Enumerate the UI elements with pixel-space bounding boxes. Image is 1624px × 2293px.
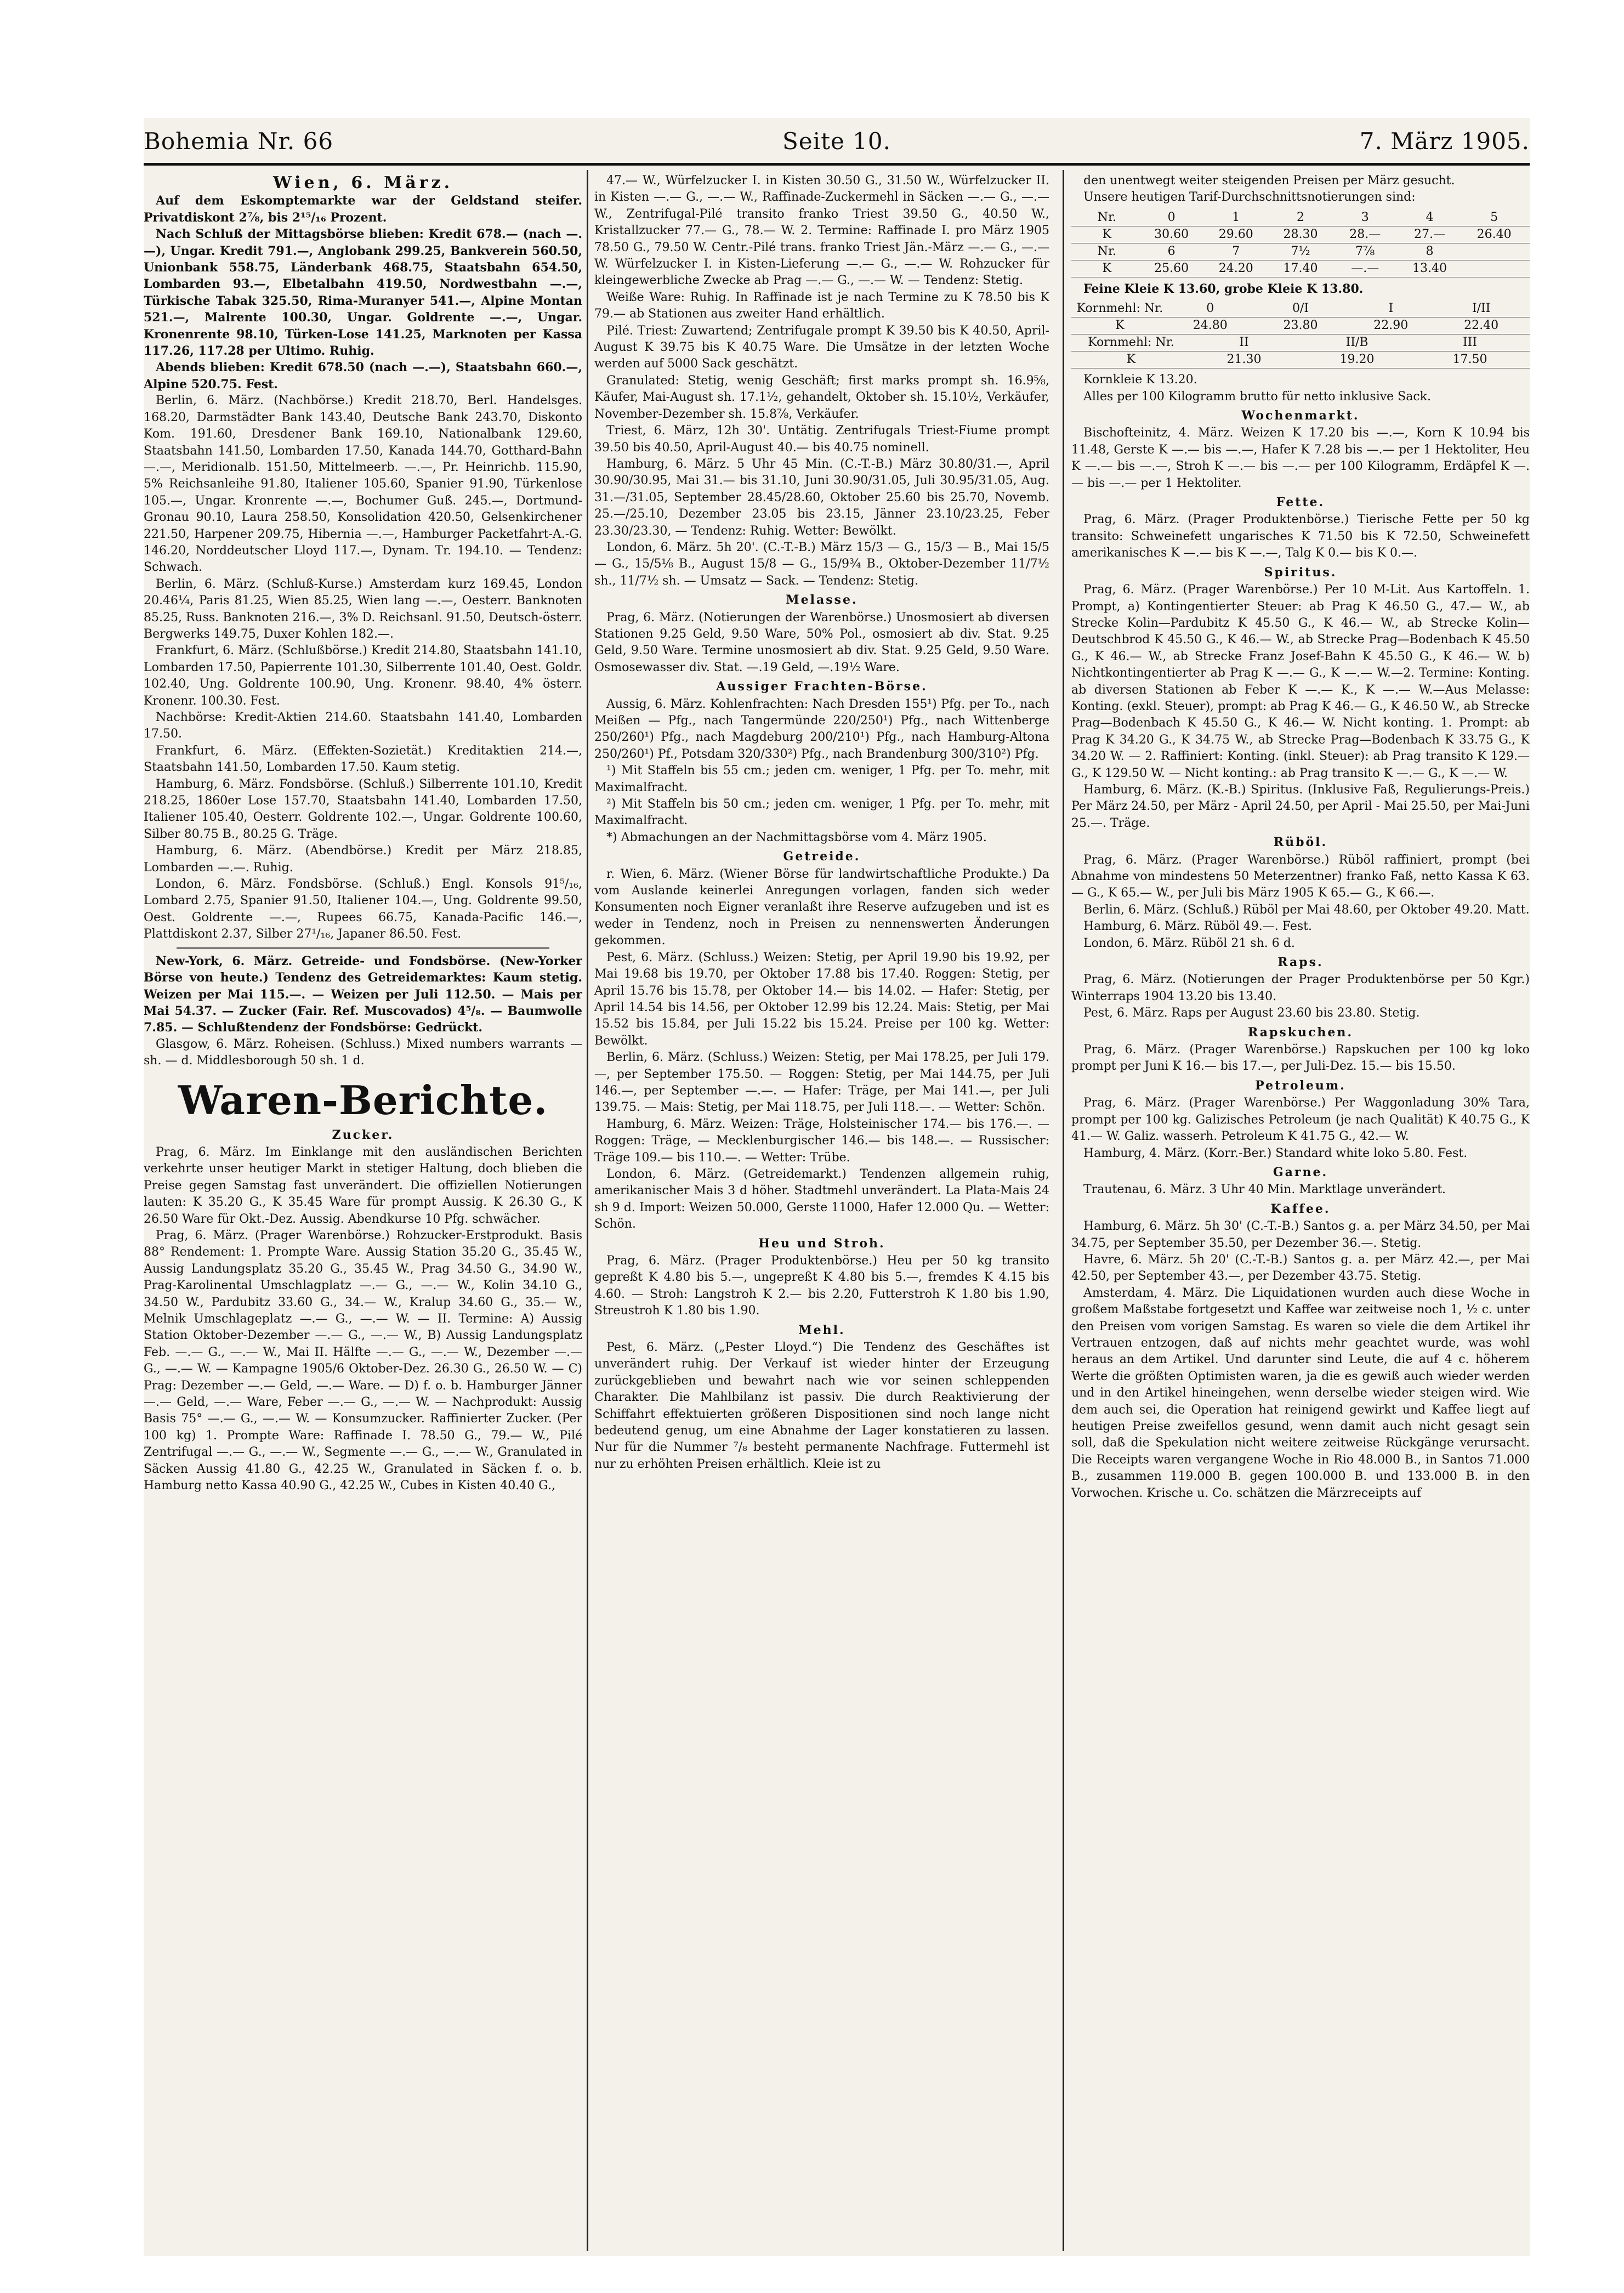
article-paragraph: 47.— W., Würfelzucker I. in Kisten 30.50 G., 31.50 W., Würfelzucker II. in Kisten —.— G., —.— W., Raffinade-Zuckermehl in Säcken —.— G., —.— W., Zentrifugal-Pilé transito franko Triest 39.50 G., 40.50 W., Kristallzucker 77.— G., 78.— W. 2. Termine: Raffinade I. pro März 1905 78.50 G., 79.50 W. Centr.-Pilé trans. franko Triest Jän.-März —.— G., —.— W. Würfelzucker I. in Kisten-Lieferung —.— G., —.— W. Rohzucker für kleingewerbliche Zwecke ab Prag —.— G., —.— W. — Tendenz: Stetig. [594,174,1049,288]
article-paragraph: Berlin, 6. März. (Schluss.) Weizen: Stetig, per Mai 178.25, per Juli 179.—, per September 175.50. — Roggen: Stetig, per Mai 144.75, per Juli 146.—, per September —.—. — Hafer: Träge, per Mai 141.—, per Juli 139.75. — Mais: Stetig, per Mai 118.75, per Juli 118.—. — Wetter: Schön. [594,1051,1049,1115]
kornmehl-price-table [1071,300,1530,368]
article-paragraph: Pest, 6. März. („Pester Lloyd.“) Die Tendenz des Geschäftes ist unverändert ruhig. Der Verkauf ist wieder hinter der Erzeugung zurückgeblieben und bewahrt nach wie vor seinen schleppenden Charakter. Die Mahlbilanz ist passiv. Die durch Reaktivierung der Schiffahrt effektuierten größeren Dispositionen sind noch lange nicht bedeutend genug, um eine Abnahme der Lager konstatieren zu lassen. Nur für die Nummer ⁷/₈ besteht permanente Nachfrage. Futtermehl ist nur zu erhöhten Preisen erhältlich. Kleie ist zu [594,1341,1049,1471]
table-cell [1462,243,1526,260]
table-cell: 7⅞ [1355,244,1375,258]
article-paragraph: Berlin, 6. März. (Schluß-Kurse.) Amsterdam kurz 169.45, London 20.46¼, Paris 81.25, Wien 85.25, Wien lang —.—, Oesterr. Banknoten 85.25, Russ. Banknoten 216.—, 3% D. Reichsanl. 91.50, Deutsch-österr. Bergwerks 149.75, Duxer Kohlen 182.—. [144,577,582,641]
table-row [1071,300,1530,317]
article-paragraph: Pilé. Triest: Zuwartend; Zentrifugale prompt K 39.50 bis K 40.50, April-August K 39.75 bis K 40.75 Ware. Die Umsätze in der letzten Woche werden auf 5000 Sack geschätzt. [594,323,1049,371]
article-paragraph: Hamburg, 6. März. 5 Uhr 45 Min. (C.-T.-B.) März 30.80/31.—, April 30.90/30.95, Mai 31.— bis 31.10, Juni 30.90/31.05, Juli 30.95/31.05, Aug. 31.—/31.05, September 28.45/28.60, Oktober 25.60 bis 25.70, Novemb. 25.—/25.10, Dezember 23.05 bis 23.15, Jänner 23.10/23.25, Feber 23.30/23.30, — Tendenz: Ruhig. Wetter: Bewölkt. [594,457,1049,538]
table-cell: 4 [1426,210,1434,224]
article-paragraph: Berlin, 6. März. (Nachbörse.) Kredit 218.70, Berl. Handelsges. 168.20, Darmstädter Bank 143.40, Deutsche Bank 243.70, Diskonto Kom. 191.60, Dresdener Bank 169.10, Nationalbank 129.60, Staatsbahn 141.50, Lombarden 17.50, Kanada 144.70, Gotthard-Bahn —.—, Meridionalb. 151.50, Mittelmeerb. —.—, Pr. Heinrichb. 115.90, 5% Reichsanleihe 91.80, Italiener 105.60, Spanier 91.90, Türkenlose 105.—, Ungar. Kronrente —.—, Bochumer Guß. 245.—, Dortmund-Gronau 90.10, Laura 258.50, Konsolidation 420.50, Gelsenkirchener 221.50, Harpener 209.75, Hibernia —.—, Hamburger Packetfahrt-A.-G. 146.20, Norddeutscher Lloyd 117.—, Dynam. Tr. 194.10. — Tendenz: Schwach. [144,394,582,575]
header-rule [144,163,1530,166]
article-paragraph: Bischofteinitz, 4. März. Weizen K 17.20 bis —.—, Korn K 10.94 bis 11.48, Gerste K —.— bis —.—, Hafer K 7.28 bis —.— per 1 Hektoliter, Heu K —.— bis —.—, Stroh K —.— bis —.— per 100 Kilogramm, Erdäpfel K —.— bis —.— per 1 Hektoliter. [1071,426,1530,490]
table-row [1071,226,1530,243]
table-cell: 3 [1361,210,1369,224]
article-paragraph: London, 6. März. Rüböl 21 sh. 6 d. [1083,936,1295,950]
table-cell: 21.30 [1226,353,1262,367]
table-cell: Nr. [1097,210,1117,224]
article-paragraph: Hamburg, 6. März. Fondsbörse. (Schluß.) Silberrente 101.10, Kredit 218.25, 1860er Lose 157.70, Staatsbahn 141.40, Lombarden 17.50, Italiener 105.40, Oesterr. Goldrente 102.—, Ungar. Goldrente 100.60, Silber 80.75 B., 80.25 G. Träge. [144,777,582,841]
header-page-number: Seite 10. [782,128,891,155]
section-heading-heu: Heu und Stroh. [758,1236,885,1251]
column-2 [594,173,1049,2245]
table-cell: 26.40 [1477,227,1512,241]
table-cell: 30.60 [1154,227,1189,241]
article-paragraph: Glasgow, 6. März. Roheisen. (Schluss.) Mixed numbers warrants —sh. — d. Middlesborough 50 sh. 1 d. [144,1037,582,1068]
table-cell: 27.— [1413,227,1445,241]
article-paragraph: Pest, 6. März. (Schluss.) Weizen: Stetig, per April 19.90 bis 19.92, per Mai 19.68 bis 19.70, per Oktober 17.88 bis 17.40. Roggen: Stetig, per April 15.76 bis 15.78, per Oktober 14.— bis 14.02. — Hafer: Stetig, per April 14.54 bis 14.56, per Oktober 12.99 bis 12.24. Mais: Stetig, per Mai 15.52 bis 15.84, per Juli 15.22 bis 15.24. Preise per 100 kg. Wetter: Bewölkt. [594,950,1049,1048]
article-paragraph: Weiße Ware: Ruhig. In Raffinade ist je nach Termine zu K 78.50 bis K 79.— ab Stationen aus zweiter Hand erhältlich. [594,290,1049,321]
article-paragraph: r. Wien, 6. März. (Wiener Börse für landwirtschaftliche Produkte.) Da vom Auslande keinerlei Anregungen vorlagen, fanden sich weder Konsumenten noch Eigner veranlaßt ihre Reserve aufzugeben und ist es weder in Tendenz, noch in Preisen zu nennenswerten Änderungen gekommen. [594,867,1049,948]
table-cell: 13.40 [1412,261,1447,275]
article-paragraph: Alles per 100 Kilogramm brutto für netto inklusive Sack. [1083,389,1432,404]
article-paragraph: Hamburg, 6. März. (K.-B.) Spiritus. (Inklusive Faß, Regulierungs-Preis.) Per März 24.50, per März - April 24.50, per April - Mai 25.50, per Mai-Juni 25.—. Träge. [1071,782,1530,830]
table-cell: I [1388,302,1394,316]
column-3 [1071,173,1530,2245]
article-paragraph: Havre, 6. März. 5h 20' (C.-T.-B.) Santos g. a. per März 42.—, per Mai 42.50, per September 43.—, per Dezember 43.75. Stetig. [1071,1252,1530,1284]
article-paragraph: den unentwegt weiter steigenden Preisen per März gesucht. [1083,174,1455,188]
page-header [144,128,1530,161]
table-cell: 0 [1206,302,1214,316]
table-cell: 6 [1167,244,1176,258]
table-cell: 0/I [1292,302,1309,316]
column-divider [587,170,588,2251]
header-publication: Bohemia Nr. 66 [144,128,334,155]
table-row [1071,351,1530,368]
table-cell: 24.80 [1193,319,1228,333]
footnote: ¹) Mit Staffeln bis 55 cm.; jeden cm. weniger, 1 Pfg. per To. mehr, mit Maximalfracht. [594,764,1049,794]
article-paragraph: Prag, 6. März. Im Einklange mit den ausländischen Berichten verkehrte unser heutiger Markt in stetiger Haltung, doch blieben die Preise gegen Samstag fast unverändert. Die offiziellen Notierungen lauten: K 35.20 G., K 35.45 Ware für prompt Aussig. K 26.30 G., K 26.50 Ware für Okt.-Dez. Aussig. Abendkurse 10 Pfg. schwächer. [144,1145,582,1226]
table-cell: K [1102,227,1112,241]
table-cell: 1 [1232,210,1240,224]
table-cell: 22.40 [1464,319,1499,333]
table-cell: 25.60 [1154,261,1189,275]
article-paragraph: Nachbörse: Kredit-Aktien 214.60. Staatsbahn 141.40, Lombarden 17.50. [144,711,582,741]
section-heading-rueboel: Rüböl. [1273,835,1328,850]
article-paragraph: Hamburg, 6. März. Rüböl 49.—. Fest. [1083,920,1312,934]
section-heading-garne: Garne. [1273,1165,1328,1179]
article-paragraph: Prag, 6. März. (Notierungen der Warenbörse.) Unosmosiert ab diversen Stationen 9.25 Geld, 9.50 Ware, 50% Pol., osmosiert ab div. Stat. 9.25 Geld, 9.50 Ware. Termine unosmosiert ab div. Stat. 9.25 Geld, 9.50 Ware. Osmosewasser div. Stat. —.19 Geld, —.19½ Ware. [594,610,1049,674]
table-cell: 5 [1490,210,1498,224]
table-cell: 23.80 [1283,319,1318,333]
section-heading-getreide: Getreide. [783,849,861,864]
article-paragraph: Prag, 6. März. (Prager Warenbörse.) Per 10 M-Lit. Aus Kartoffeln. 1. Prompt, a) Kontingentierter Steuer: ab Prag K 46.50 G., 47.— W., ab Strecke Kolin—Pardubitz K 45.50 G., K 46.— W., ab Strecke Kolin—Deutschbrod K 45.50 G., K 46.— W., ab Strecke Prag—Bodenbach K 45.50 G., K 46.— W., ab Strecke Franz Josef-Bahn K 45.50 G., K 46.— W. b) Nichtkontingentierter ab Prag K —.— G., K —.— W.—2. Termine: Konting. ab diversen Stationen ab Feber K —.— K., K —.— W.—Aus Melasse: Konting. (exkl. Steuer), prompt: ab Prag K 46.— G., K 46.50 W., ab Strecke Prag—Bodenbach K 45.50 G., K 46.— W. Nicht konting. 1. Prompt: ab Prag K 34.20 G., K 34.75 W., ab Strecke Prag—Bodenbach K 33.75 G., K 34.20 W. — 2. Raffiniert: Konting. (inkl. Steuer): ab Prag transito K 129.— G., K 129.50 W. — Nicht konting.: ab Prag transito K —.— G., K —.— W. [1071,583,1530,780]
article-paragraph: Prag, 6. März. (Notierungen der Prager Produktenbörse per 50 Kgr.) Winterraps 1904 13.20 bis 13.40. [1071,973,1530,1003]
table-cell: 0 [1167,210,1176,224]
section-heading-raps: Raps. [1277,955,1324,970]
table-row [1071,317,1530,334]
section-heading-petroleum: Petroleum. [1255,1078,1346,1093]
table-cell: 8 [1426,244,1434,258]
table-cell: 7 [1232,244,1240,258]
table-cell: II/B [1345,336,1369,350]
article-paragraph: Hamburg, 4. März. (Korr.-Ber.) Standard white loko 5.80. Fest. [1083,1146,1468,1160]
table-row [1071,243,1530,260]
section-heading-melasse: Melasse. [786,593,858,608]
table-cell: II [1239,336,1249,350]
section-heading-wien: Wien, 6. März. [272,173,453,192]
article-paragraph: Pest, 6. März. Raps per August 23.60 bis 23.80. Stetig. [1083,1006,1420,1020]
article-paragraph: New-York, 6. März. Getreide- und Fondsbörse. (New-Yorker Börse von heute.) Tendenz des Getreidemarktes: Kaum stetig. Weizen per Mai 115.—. — Weizen per Juli 112.50. — Mais per Mai 54.37. — Zucker (Fair. Ref. Muscovados) 4⁵/₈. — Baumwolle 7.85. — Schlußtendenz der Fondsbörse: Gedrückt. [144,953,582,1035]
article-paragraph: Granulated: Stetig, wenig Geschäft; first marks prompt sh. 16.9⅝, Käufer, Mai-August sh. 17.1½, gehandelt, Oktober sh. 15.10½, Verkäufer, November-Dezember sh. 15.8⅞, Verkäufer. [594,373,1049,421]
table-cell: Kornmehl: Nr. [1076,302,1163,316]
column-divider [1063,170,1064,2251]
section-heading-frachten: Aussiger Frachten-Börse. [716,679,928,694]
article-paragraph: Hamburg, 6. März. Weizen: Träge, Holsteinischer 174.— bis 176.—. — Roggen: Träge, — Mecklenburgischer 146.— bis 148.—. — Russischer: Träge 109.— bis 110.—. — Wetter: Trübe. [594,1117,1049,1165]
table-cell: 28.30 [1283,227,1318,241]
section-heading-kaffee: Kaffee. [1270,1201,1331,1216]
table-cell: 22.90 [1373,319,1409,333]
table-row [1071,209,1530,226]
article-paragraph: Frankfurt, 6. März. (Schlußbörse.) Kredit 214.80, Staatsbahn 141.10, Lombarden 17.50, Papierrente 101.30, Silberrente 101.40, Oest. Goldr. 102.40, Ung. Goldrente 100.90, Ung. Kronenr. 98.40, 4% österr. Kronenr. 100.30. Fest. [144,644,582,708]
article-paragraph: Nach Schluß der Mittagsbörse blieben: Kredit 678.— (nach —.—), Ungar. Kredit 791.—, Anglobank 299.25, Bankverein 560.50, Unionbank 558.75, Länderbank 468.75, Staatsbahn 654.50, Lombarden 93.—, Elbetalbahn 419.50, Nordwestbahn —.—, Türkische Tabak 325.50, Rima-Muranyer 541.—, Alpine Montan 521.—, Malrente 100.30, Ungar. Goldrente —.—, Ungar. Kronenrente 98.10, Türken-Lose 141.25, Marknoten per Kassa 117.26, 117.28 per Ultimo. Ruhig. [144,227,582,359]
article-paragraph: Trautenau, 6. März. 3 Uhr 40 Min. Marktlage unverändert. [1083,1183,1446,1197]
article-paragraph: London, 6. März. 5h 20'. (C.-T.-B.) März 15/3 — G., 15/3 — B., Mai 15/5 — G., 15/5⅛ B., August 15/8 — G., 15/9¾ B., Oktober-Dezember 11/7½ sh., 11/7½ sh. — Umsatz — Sack. — Tendenz: Stetig. [594,540,1049,588]
article-paragraph: Hamburg, 6. März. (Abendbörse.) Kredit per März 218.85, Lombarden —.—. Ruhig. [144,844,582,875]
table-cell: Nr. [1097,244,1117,258]
article-paragraph: London, 6. März. Fondsbörse. (Schluß.) Engl. Konsols 91⁵/₁₆, Lombard 2.75, Spanier 91.50, Italiener 104.—, Ung. Goldrente 99.50, Oest. Goldrente —.—, Rupees 66.75, Kanada-Pacific 146.—, Plattdiskont 2.37, Silber 27¹/₁₆, Japaner 86.50. Fest. [144,877,582,941]
table-cell: 2 [1297,210,1305,224]
article-paragraph: Prag, 6. März. (Prager Warenbörse.) Rüböl raffiniert, prompt (bei Abnahme von mindestens 50 Meterzentner) franko Faß, netto Kassa K 63.— G., K 65.— W., per Juli bis März 1905 K 65.— G., K 66.—. [1071,853,1530,900]
article-paragraph: Prag, 6. März. (Prager Warenbörse.) Rohzucker-Erstprodukt. Basis 88° Rendement: 1. Prompte Ware. Aussig Station 35.20 G., 35.45 W., Aussig Landungsplatz 35.20 G., 35.45 W., Prag 34.50 G., 34.90 W., Prag-Karolinental Umschlagplatz —.— G., —.— W., Kolin 34.10 G., 34.50 W., Pardubitz 33.60 G., 34.— W., Kralup 34.60 G., 35.— W., Melnik Umschlageplatz —.— G., —.— W. — II. Termine: A) Aussig Station Oktober-Dezember —.— G., —.— W., B) Aussig Landungsplatz Feb. —.— G., —.— W., Mai II. Hälfte —.— G., —.— W., Dezember —.— G., —.— W. — Kampagne 1905/6 Oktober-Dez. 26.30 G., 26.50 W. — C) Prag: Dezember —.— Geld, —.— Ware. — D) f. o. b. Hamburger Jänner —.— Geld, —.— Ware, Feber —.— G., —.— W. — Nachprodukt: Aussig Basis 75° —.— G., —.— W. — Konsumzucker. Raffinierter Zucker. (Per 100 kg) 1. Prompte Ware: Raffinade I. 78.50 G., 79.— W., Pilé Zentrifugal —.— G., —.— W., Segmente —.— G., —.— W., Granulated in Säcken Aussig 41.80 G., 42.25 W., Granulated in Säcken f. o. b. Hamburg netto Kassa 40.90 G., 42.25 W., Cubes in Kisten 40.40 G., [144,1228,582,1493]
table-cell: 17.40 [1283,261,1318,275]
section-heading-wochenmarkt: Wochenmarkt. [1241,408,1360,423]
table-cell: III [1462,336,1478,350]
section-heading-rapskuchen: Rapskuchen. [1247,1025,1354,1040]
section-heading-mehl: Mehl. [798,1323,845,1337]
table-cell: —.— [1351,261,1379,275]
article-paragraph: Frankfurt, 6. März. (Effekten-Sozietät.) Kreditaktien 214.—, Staatsbahn 141.50, Lombarden 17.50. Kaum stetig. [144,743,582,775]
table-cell: 28.— [1349,227,1381,241]
table-cell: I/II [1472,302,1491,316]
article-paragraph: Feine Kleie K 13.60, grobe Kleie K 13.80. [1083,281,1364,296]
article-paragraph: Berlin, 6. März. (Schluß.) Rüböl per Mai 48.60, per Oktober 49.20. Matt. [1083,903,1530,917]
footnote: *) Abmachungen an der Nachmittagsbörse vom 4. März 1905. [606,830,987,844]
waren-berichte-heading: Waren-Berichte. [178,1076,548,1123]
table-cell: 7½ [1291,244,1310,258]
section-divider [177,947,549,949]
article-paragraph: London, 6. März. (Getreidemarkt.) Tendenzen allgemein ruhig, amerikanischer Mais 3 d höher. Stadtmehl unverändert. La Plata-Mais 24 sh 9 d. Import: Weizen 50.000, Gerste 11000, Hafer 12.000 Qu. — Wetter: Schön. [594,1167,1049,1231]
header-date: 7. März 1905. [1359,128,1530,155]
section-heading-zucker: Zucker. [332,1127,394,1142]
section-heading-fette: Fette. [1276,495,1325,510]
table-cell: 17.50 [1452,353,1487,367]
table-row [1071,260,1530,277]
article-paragraph: Triest, 6. März, 12h 30'. Untätig. Zentrifugals Triest-Fiume prompt 39.50 bis 40.50, April-August 40.— bis 40.75 nominell. [594,424,1049,455]
table-cell: 24.20 [1218,261,1253,275]
article-paragraph: Abends blieben: Kredit 678.50 (nach —.—), Staatsbahn 660.—, Alpine 520.75. Fest. [144,360,582,391]
section-heading-spiritus: Spiritus. [1264,565,1337,580]
footnote: ²) Mit Staffeln bis 50 cm.; jeden cm. weniger, 1 Pfg. per To. mehr, mit Maximalfracht. [594,797,1049,828]
mehl-price-table [1071,209,1530,277]
table-cell: Kornmehl: Nr. [1088,336,1174,350]
article-paragraph: Aussig, 6. März. Kohlenfrachten: Nach Dresden 155¹) Pfg. per To., nach Meißen — Pfg., nach Tangermünde 220/250¹) Pfg., nach Wittenberge 250/260¹) Pfg., nach Magdeburg 200/210¹) Pfg., nach Hamburg-Altona 250/260¹) Pf., Potsdam 320/330²) Pfg., nach Brandenburg 300/310²) Pfg. [594,697,1049,761]
article-paragraph: Kornkleie K 13.20. [1083,373,1197,387]
article-paragraph: Unsere heutigen Tarif-Durchschnittsnotierungen sind: [1083,190,1416,205]
column-1 [144,173,582,2245]
article-paragraph: Hamburg, 6. März. 5h 30' (C.-T.-B.) Santos g. a. per März 34.50, per Mai 34.75, per September 35.50, per Dezember 36.—. Stetig. [1071,1219,1530,1250]
newspaper-page [144,118,1530,2256]
table-cell: 19.20 [1339,353,1375,367]
table-row [1071,334,1530,351]
table-cell: K [1126,353,1136,367]
article-paragraph: Prag, 6. März. (Prager Warenbörse.) Per Waggonladung 30% Tara, prompt per 100 kg. Galizisches Petroleum (je nach Qualität) K 40.75 G., K 41.— W. Galiz. wasserh. Petroleum K 41.75 G., 42.— W. [1071,1096,1530,1144]
article-paragraph: Auf dem Eskomptemarkte war der Geldstand steifer. Privatdiskont 2⅞, bis 2¹⁵/₁₆ Prozent. [144,194,582,225]
article-paragraph: Prag, 6. März. (Prager Warenbörse.) Rapskuchen per 100 kg loko prompt per Juni K 16.— bis 17.—, per Juli-Dez. 15.— bis 15.50. [1071,1043,1530,1074]
table-cell: K [1115,319,1125,333]
table-cell: 29.60 [1218,227,1253,241]
article-paragraph: Prag, 6. März. (Prager Produktenbörse.) Tierische Fette per 50 kg transito: Schweinefett ungarisches K 71.50 bis K 72.50, Schweinefett amerikanisches K —.— bis K —.—, Talg K 0.— bis K 0.—. [1071,513,1530,560]
article-paragraph: Prag, 6. März. (Prager Produktenbörse.) Heu per 50 kg transito gepreßt K 4.80 bis 5.—, ungepreßt K 4.80 bis 5.—, fremdes K 4.15 bis 4.60. — Stroh: Langstroh K 2.— bis 2.20, Futterstroh K 1.80 bis 1.90, Streustroh K 1.80 bis 1.90. [594,1254,1049,1318]
table-cell: K [1102,261,1112,275]
article-paragraph: Amsterdam, 4. März. Die Liquidationen wurden auch diese Woche in großem Maßstabe fortgesetzt und Kaffee war zeitweise noch 1, ½ c. unter den Preisen vom vorigen Samstag. Es waren so viele die dem Artikel ihr Vertrauen entzogen, daß auf nichts mehr geachtet wurde, was wohl heraus an dem Artikel. Und darunter sind Leute, die auf 4 c. höherem Werte die größten Optimisten waren, ja die es gewiß auch wieder werden und in den Artikel hineingehen, wenn derselbe wieder steigen wird. Wie dem auch sei, die Operation hat reinigend gewirkt und Kaffee liegt auf heutigen Preise zweifellos gesund, wenn damit auch nicht gesagt sein soll, daß die Spekulation nicht weitere zeitweise Rückgänge verursacht. Die Receipts waren vergangene Woche in Rio 48.000 B., in Santos 71.000 B., zusammen 119.000 B. gegen 100.000 B. und 133.000 B. in den Vorwochen. Krische u. Co. schätzen die Märzreceipts auf [1071,1286,1530,1500]
table-cell [1462,260,1526,277]
